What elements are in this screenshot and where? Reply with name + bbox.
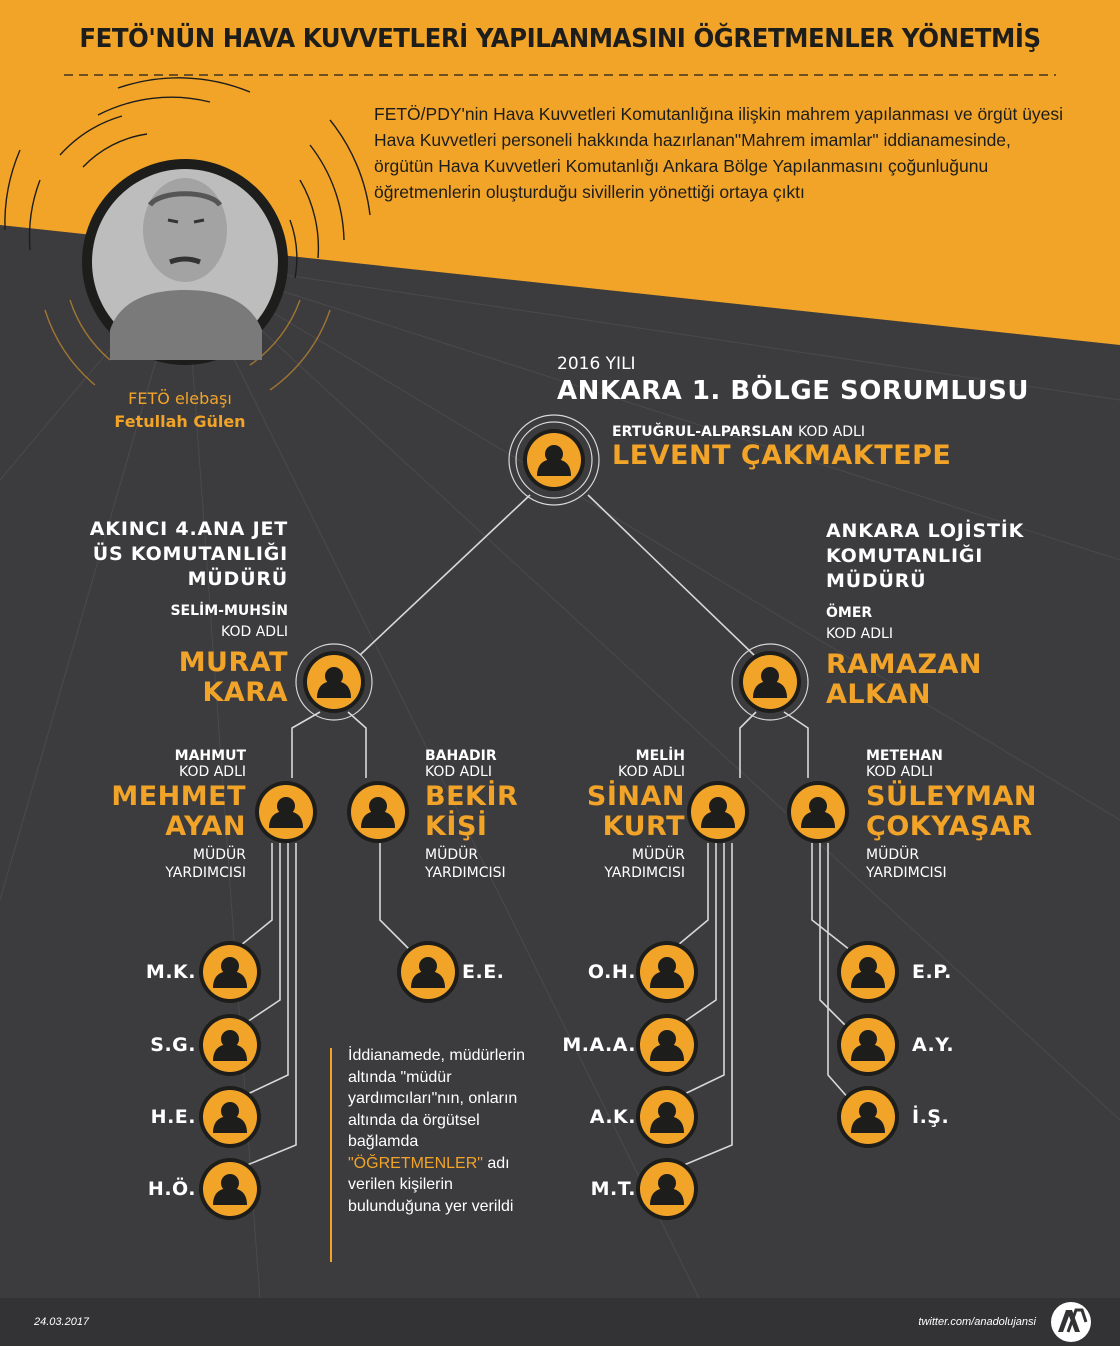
top-code-line xyxy=(612,421,865,440)
left-unit: AKINCI 4.ANA JET ÜS KOMUTANLIĞI MÜDÜRÜ xyxy=(89,518,288,590)
teacher-label: M.K. xyxy=(145,961,196,983)
leader-name: Fetullah Gülen xyxy=(114,412,246,431)
right-code-suffix: KOD ADLI xyxy=(826,626,893,642)
deputy-mehmet-ayan: MAHMUT KOD ADLI MEHMET AYAN MÜDÜR YARDIMCISI xyxy=(111,748,246,881)
top-name: LEVENT ÇAKMAKTEPE xyxy=(612,440,952,471)
left-code-suffix: KOD ADLI xyxy=(221,624,288,640)
top-region: ANKARA 1. BÖLGE SORUMLUSU xyxy=(557,376,1029,406)
avatar-ramazan-alkan xyxy=(732,644,808,720)
teacher-label: H.Ö. xyxy=(147,1178,196,1200)
deputy-suleyman-cokyasar: METEHAN KOD ADLI SÜLEYMAN ÇOKYAŞAR MÜDÜR YARDIMCISI xyxy=(866,748,1037,881)
top-code-suffix: KOD ADLI xyxy=(798,424,865,440)
intro-paragraph: FETÖ/PDY'nin Hava Kuvvetleri Komutanlığına ilişkin mahrem yapılanması ve örgüt üyesi Hava Kuvvetleri personeli hakkında hazırlanan"Mahrem imamlar" iddianamesinde, örgütün Hava Kuvvetleri Komutanlığı Ankara Bölge Yapılanmasını çoğunluğunu öğretmenlerin oluşturduğu sivillerin yönettiği ortaya çıktı xyxy=(374,104,1064,202)
left-name: MURAT KARA xyxy=(178,647,288,708)
avatar-top xyxy=(509,415,599,505)
teacher-label: M.A.A. xyxy=(562,1034,636,1056)
deputy-sinan-kurt: MELİH KOD ADLI SİNAN KURT MÜDÜR YARDIMCISI xyxy=(586,748,685,881)
top-code: ERTUĞRUL-ALPARSLAN xyxy=(612,424,793,440)
avatar-murat-kara xyxy=(296,644,372,720)
deputy-bekir-kisi: BAHADIR KOD ADLI BEKİR KİŞİ MÜDÜR YARDIMCISI xyxy=(425,748,519,881)
footer-twitter-link[interactable]: twitter.com/anadolujansi xyxy=(918,1316,1036,1328)
teacher-label: S.G. xyxy=(150,1034,196,1056)
teacher-label: A.Y. xyxy=(912,1034,955,1056)
note-highlight: "ÖĞRETMENLER" xyxy=(348,1154,483,1172)
aa-logo-icon xyxy=(1051,1302,1091,1342)
indictment-note: İddianamede, müdürlerin altında "müdür yardımcıları"nın, onların altında da örgütsel bağlamda "ÖĞRETMENLER" adı verilen kişilerin bulunduğuna yer verildi xyxy=(348,1047,525,1215)
left-code: SELİM-MUHSİN xyxy=(170,603,288,619)
page-title: FETÖ'NÜN HAVA KUVVETLERİ YAPILANMASINI ÖĞRETMENLER YÖNETMİŞ xyxy=(79,24,1041,54)
right-unit: ANKARA LOJİSTİK KOMUTANLIĞI MÜDÜRÜ xyxy=(826,520,1025,592)
teacher-label: İ.Ş. xyxy=(912,1106,950,1128)
right-name: RAMAZAN ALKAN xyxy=(826,649,983,710)
teacher-label: E.E. xyxy=(462,961,505,983)
footer-date: 24.03.2017 xyxy=(34,1316,90,1328)
teacher-label: A.K. xyxy=(589,1106,636,1128)
leader-role: FETÖ elebaşı xyxy=(128,389,232,408)
teacher-label: O.H. xyxy=(587,961,636,983)
teacher-label: M.T. xyxy=(590,1178,636,1200)
right-code: ÖMER xyxy=(826,605,873,621)
leader-portrait xyxy=(82,159,288,365)
teacher-label: E.P. xyxy=(912,961,952,983)
top-year: 2016 YILI xyxy=(557,354,636,374)
teacher-label: H.E. xyxy=(150,1106,196,1128)
